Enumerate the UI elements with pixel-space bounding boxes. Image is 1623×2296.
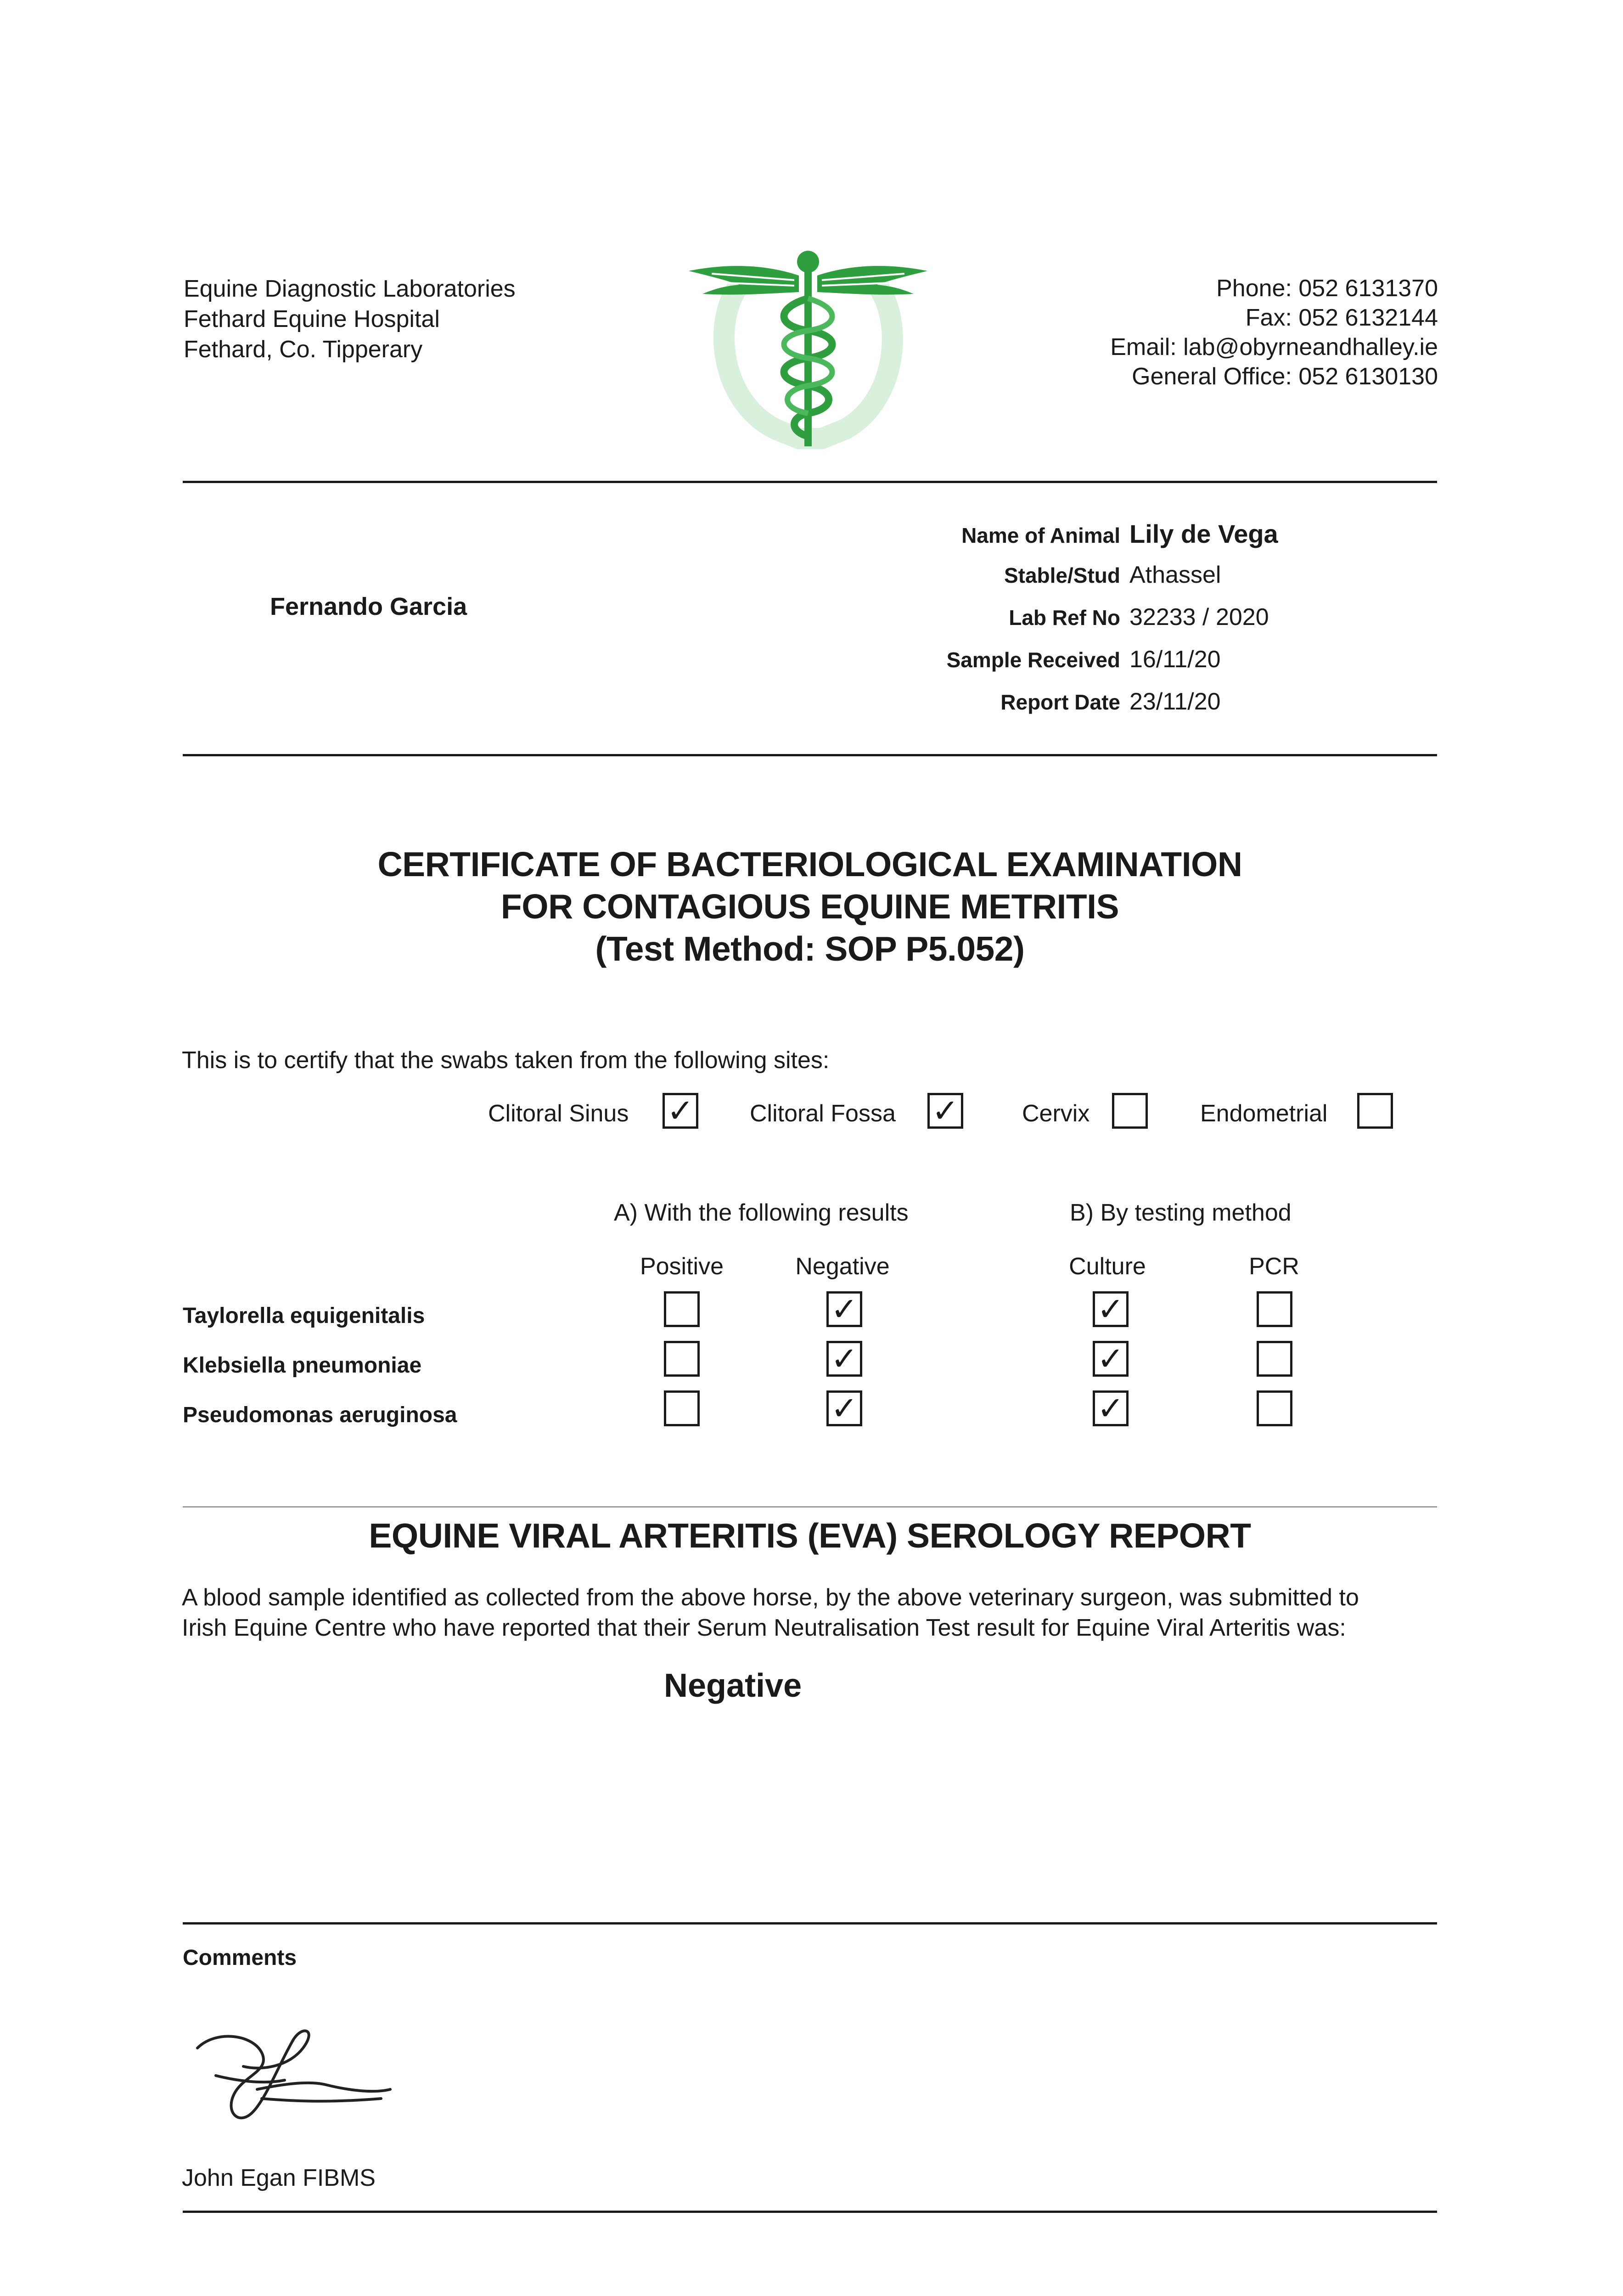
check-icon: ✓ <box>932 1092 959 1130</box>
check-icon: ✓ <box>1097 1290 1124 1328</box>
organism-name: Pseudomonas aeruginosa <box>183 1403 457 1427</box>
culture-checkbox[interactable] <box>1093 1291 1129 1327</box>
check-icon: ✓ <box>831 1390 858 1427</box>
check-icon: ✓ <box>831 1290 858 1328</box>
site-label: Endometrial <box>1200 1100 1328 1127</box>
divider-header <box>183 481 1437 483</box>
certificate-title-line1: CERTIFICATE OF BACTERIOLOGICAL EXAMINATION <box>377 845 1242 884</box>
sample-received-value: 16/11/20 <box>1129 646 1221 673</box>
report-date-value: 23/11/20 <box>1129 688 1221 715</box>
negative-checkbox[interactable] <box>826 1291 862 1327</box>
site-label: Clitoral Fossa <box>750 1100 896 1127</box>
certificate-title-line2: FOR CONTAGIOUS EQUINE METRITIS <box>500 887 1119 926</box>
phone-number: Phone: 052 6131370 <box>1216 275 1438 302</box>
signature <box>188 2020 399 2131</box>
field-row <box>799 603 1350 646</box>
divider-eva <box>183 1506 1437 1508</box>
negative-checkbox[interactable] <box>826 1390 862 1426</box>
lab-address: Fethard, Co. Tipperary <box>184 336 423 363</box>
animal-details <box>799 519 1350 730</box>
contact-block <box>1110 274 1438 391</box>
lab-address-block <box>184 274 516 365</box>
check-icon: ✓ <box>831 1340 858 1378</box>
certificate-title-line3: (Test Method: SOP P5.052) <box>595 929 1025 968</box>
client-name: Fernando Garcia <box>270 593 467 620</box>
check-icon: ✓ <box>1097 1340 1124 1378</box>
culture-checkbox[interactable] <box>1093 1390 1129 1426</box>
eva-result: Negative <box>664 1667 802 1704</box>
certificate-title <box>183 843 1437 970</box>
field-label: Report Date <box>1000 690 1120 714</box>
eva-text-line1: A blood sample identified as collected from the above horse, by the above veterinary surgeon, was submitted to <box>182 1584 1359 1611</box>
column-header-negative: Negative <box>795 1253 890 1280</box>
lab-hospital: Fethard Equine Hospital <box>184 306 440 332</box>
field-row <box>799 519 1350 561</box>
field-label: Stable/Stud <box>1004 563 1120 587</box>
organism-name: Taylorella equigenitalis <box>183 1304 425 1328</box>
positive-checkbox[interactable] <box>664 1390 700 1426</box>
positive-checkbox[interactable] <box>664 1341 700 1377</box>
pcr-checkbox[interactable] <box>1257 1341 1292 1377</box>
divider-details <box>183 754 1437 756</box>
divider-comments <box>183 1922 1437 1925</box>
site-checkbox-endometrial[interactable] <box>1357 1093 1393 1129</box>
column-header-positive: Positive <box>640 1253 724 1280</box>
lab-ref-value: 32233 / 2020 <box>1129 604 1269 630</box>
stable-stud-value: Athassel <box>1129 562 1221 588</box>
site-checkbox-clitoral-sinus[interactable] <box>663 1093 698 1129</box>
eva-text-line2: Irish Equine Centre who have reported that their Serum Neutralisation Test result for Equine Viral Arteritis was: <box>182 1615 1346 1641</box>
field-label: Lab Ref No <box>1009 606 1120 630</box>
column-header-culture: Culture <box>1069 1253 1146 1280</box>
organism-name: Klebsiella pneumoniae <box>183 1353 422 1378</box>
eva-text <box>182 1582 1359 1643</box>
check-icon: ✓ <box>667 1092 694 1130</box>
field-label: Name of Animal <box>961 523 1120 547</box>
caduceus-horseshoe-logo <box>684 248 932 455</box>
column-header-pcr: PCR <box>1249 1253 1299 1280</box>
fax-number: Fax: 052 6132144 <box>1245 304 1438 331</box>
site-label: Cervix <box>1022 1100 1090 1127</box>
signatory-name: John Egan FIBMS <box>182 2165 376 2191</box>
negative-checkbox[interactable] <box>826 1341 862 1377</box>
general-office-number: General Office: 052 6130130 <box>1132 363 1438 390</box>
lab-name: Equine Diagnostic Laboratories <box>184 276 516 302</box>
field-row <box>799 646 1350 688</box>
results-heading: A) With the following results <box>614 1199 909 1226</box>
check-icon: ✓ <box>1097 1390 1124 1427</box>
site-label: Clitoral Sinus <box>488 1100 629 1127</box>
culture-checkbox[interactable] <box>1093 1341 1129 1377</box>
method-heading: B) By testing method <box>1070 1199 1292 1226</box>
positive-checkbox[interactable] <box>664 1291 700 1327</box>
certificate-intro: This is to certify that the swabs taken from the following sites: <box>182 1047 830 1074</box>
divider-footer <box>183 2211 1437 2213</box>
pcr-checkbox[interactable] <box>1257 1390 1292 1426</box>
comments-label: Comments <box>183 1946 297 1970</box>
field-row <box>799 561 1350 603</box>
field-label: Sample Received <box>946 648 1120 672</box>
animal-name: Lily de Vega <box>1129 519 1278 548</box>
pcr-checkbox[interactable] <box>1257 1291 1292 1327</box>
site-checkbox-cervix[interactable] <box>1112 1093 1148 1129</box>
eva-title: EQUINE VIRAL ARTERITIS (EVA) SEROLOGY REPORT <box>369 1516 1251 1555</box>
site-checkbox-clitoral-fossa[interactable] <box>927 1093 963 1129</box>
email-address: Email: lab@obyrneandhalley.ie <box>1110 334 1438 360</box>
field-row <box>799 688 1350 730</box>
